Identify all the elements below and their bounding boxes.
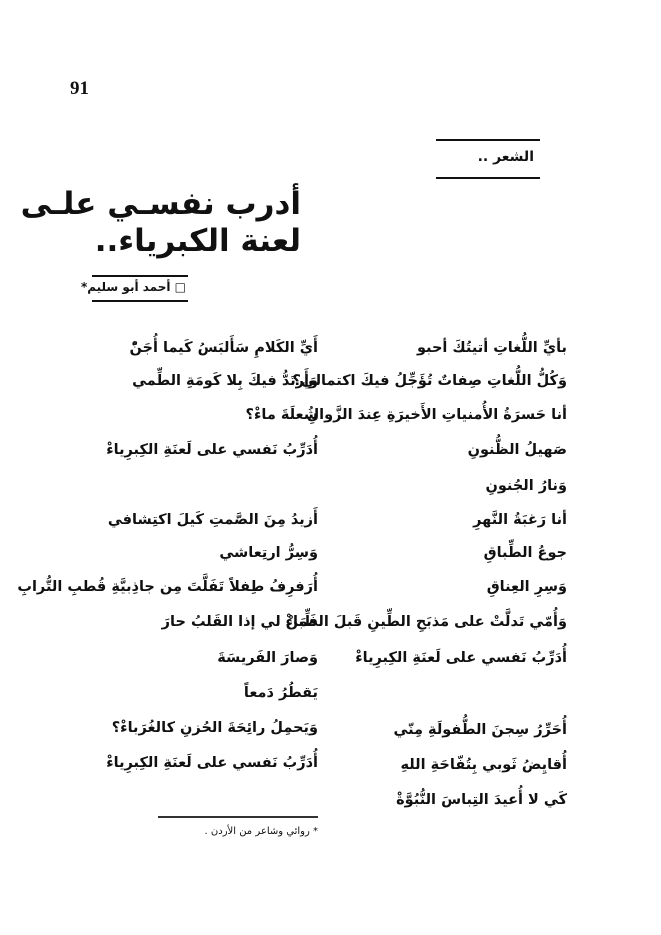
poem-line: أنا رَغبَةُ النَّهرِ bbox=[473, 512, 567, 528]
poem-line: أُدَرِّبُ نَفسي على لَعنَةِ الكِبرِياءْ bbox=[106, 442, 318, 458]
poem-line: وَأُمّي تَدلَّتْ على مَذبَحِ الطِّينِ قَبلَ الظِّباءْ bbox=[285, 614, 567, 630]
poem-line: أنا حَسرَةُ الأُمنياتِ الأَخيرَةِ عِندَ الزَّوالِ bbox=[306, 407, 567, 423]
poem-line: وَنارُ الجُنونِ bbox=[485, 478, 567, 494]
poem-line: فَمَنْ لي إذا القَلبُ حارَ bbox=[161, 614, 318, 630]
poem-line: أَزيدُ مِنَ الصَّمتِ كَيلَ اكتِشافي bbox=[107, 512, 318, 528]
author-name: □ أحمد أبو سليم* bbox=[80, 280, 186, 294]
section-label-box bbox=[436, 139, 540, 179]
poem-line: وَسِرُّ ارتِعاشي bbox=[219, 545, 318, 561]
poem-line: وَصارَ الفَريسَةَ bbox=[217, 650, 318, 666]
poem-line: وَسِرِ العِناقِ bbox=[486, 579, 567, 595]
author-box bbox=[80, 275, 188, 302]
poem-line: جوعُ الطِّباقِ bbox=[483, 545, 567, 561]
poem-line: أُدَرِّبُ نَفسي على لَعنَةِ الكِبرِياءْ bbox=[355, 650, 567, 666]
poem-title-line-1: أدرب نفسـي علـى bbox=[20, 186, 301, 222]
poem-line: شُعلَةَ ماءْ؟ bbox=[245, 407, 318, 423]
section-label: الشعر .. bbox=[477, 149, 534, 165]
poem-line: أُقايِضُ ثَوبي بِتُفّاحَةِ اللهِ bbox=[400, 757, 567, 773]
footnote-divider bbox=[158, 816, 318, 818]
page-number: 91 bbox=[70, 78, 89, 99]
poem-title-line-2: لعنة الكبرياء.. bbox=[94, 223, 301, 259]
poem-line: أُرَفرِفُ طِفلاً تَفَلَّتَ مِن جاذِبيَّةِ قُطبِ التُّرابِ bbox=[17, 579, 318, 595]
poem-line: يَقطُرُ دَمعاً bbox=[243, 685, 318, 701]
footnote: * روائي وشاعر من الأردن . bbox=[204, 826, 318, 837]
poem-line: بأيِّ اللُّغاتِ أتيتُكَ أحبو bbox=[416, 340, 567, 356]
poem-line: صَهيلُ الظُّنونِ bbox=[467, 442, 567, 458]
poem-line: أُدَرِّبُ نَفسي على لَعنَةِ الكِبرِياءْ bbox=[106, 755, 318, 771]
poem-line: وَكُلُّ اللُّغاتِ صِفاتٌ تُؤَجِّلُ فيكَ اكتمالي؟ bbox=[292, 373, 567, 389]
poem-line: كَي لا أُعيدَ التِباسَ النُّبُوَّةْ bbox=[396, 792, 567, 808]
poem-line: أَيِّ الكَلامِ سَأَلبَسُ كَيما أُجَنّْ bbox=[129, 340, 318, 356]
poem-line: وَأَرتَدُّ فيكَ بِلا كَومَةِ الطِّمي bbox=[132, 373, 318, 389]
poem-line: وَيَحمِلُ رائِحَةَ الحُزنِ كالغُرَباءْ؟ bbox=[111, 720, 318, 736]
poem-line: أُحَرِّرُ سِجنَ الطُّفولَةِ مِنّي bbox=[393, 722, 567, 738]
